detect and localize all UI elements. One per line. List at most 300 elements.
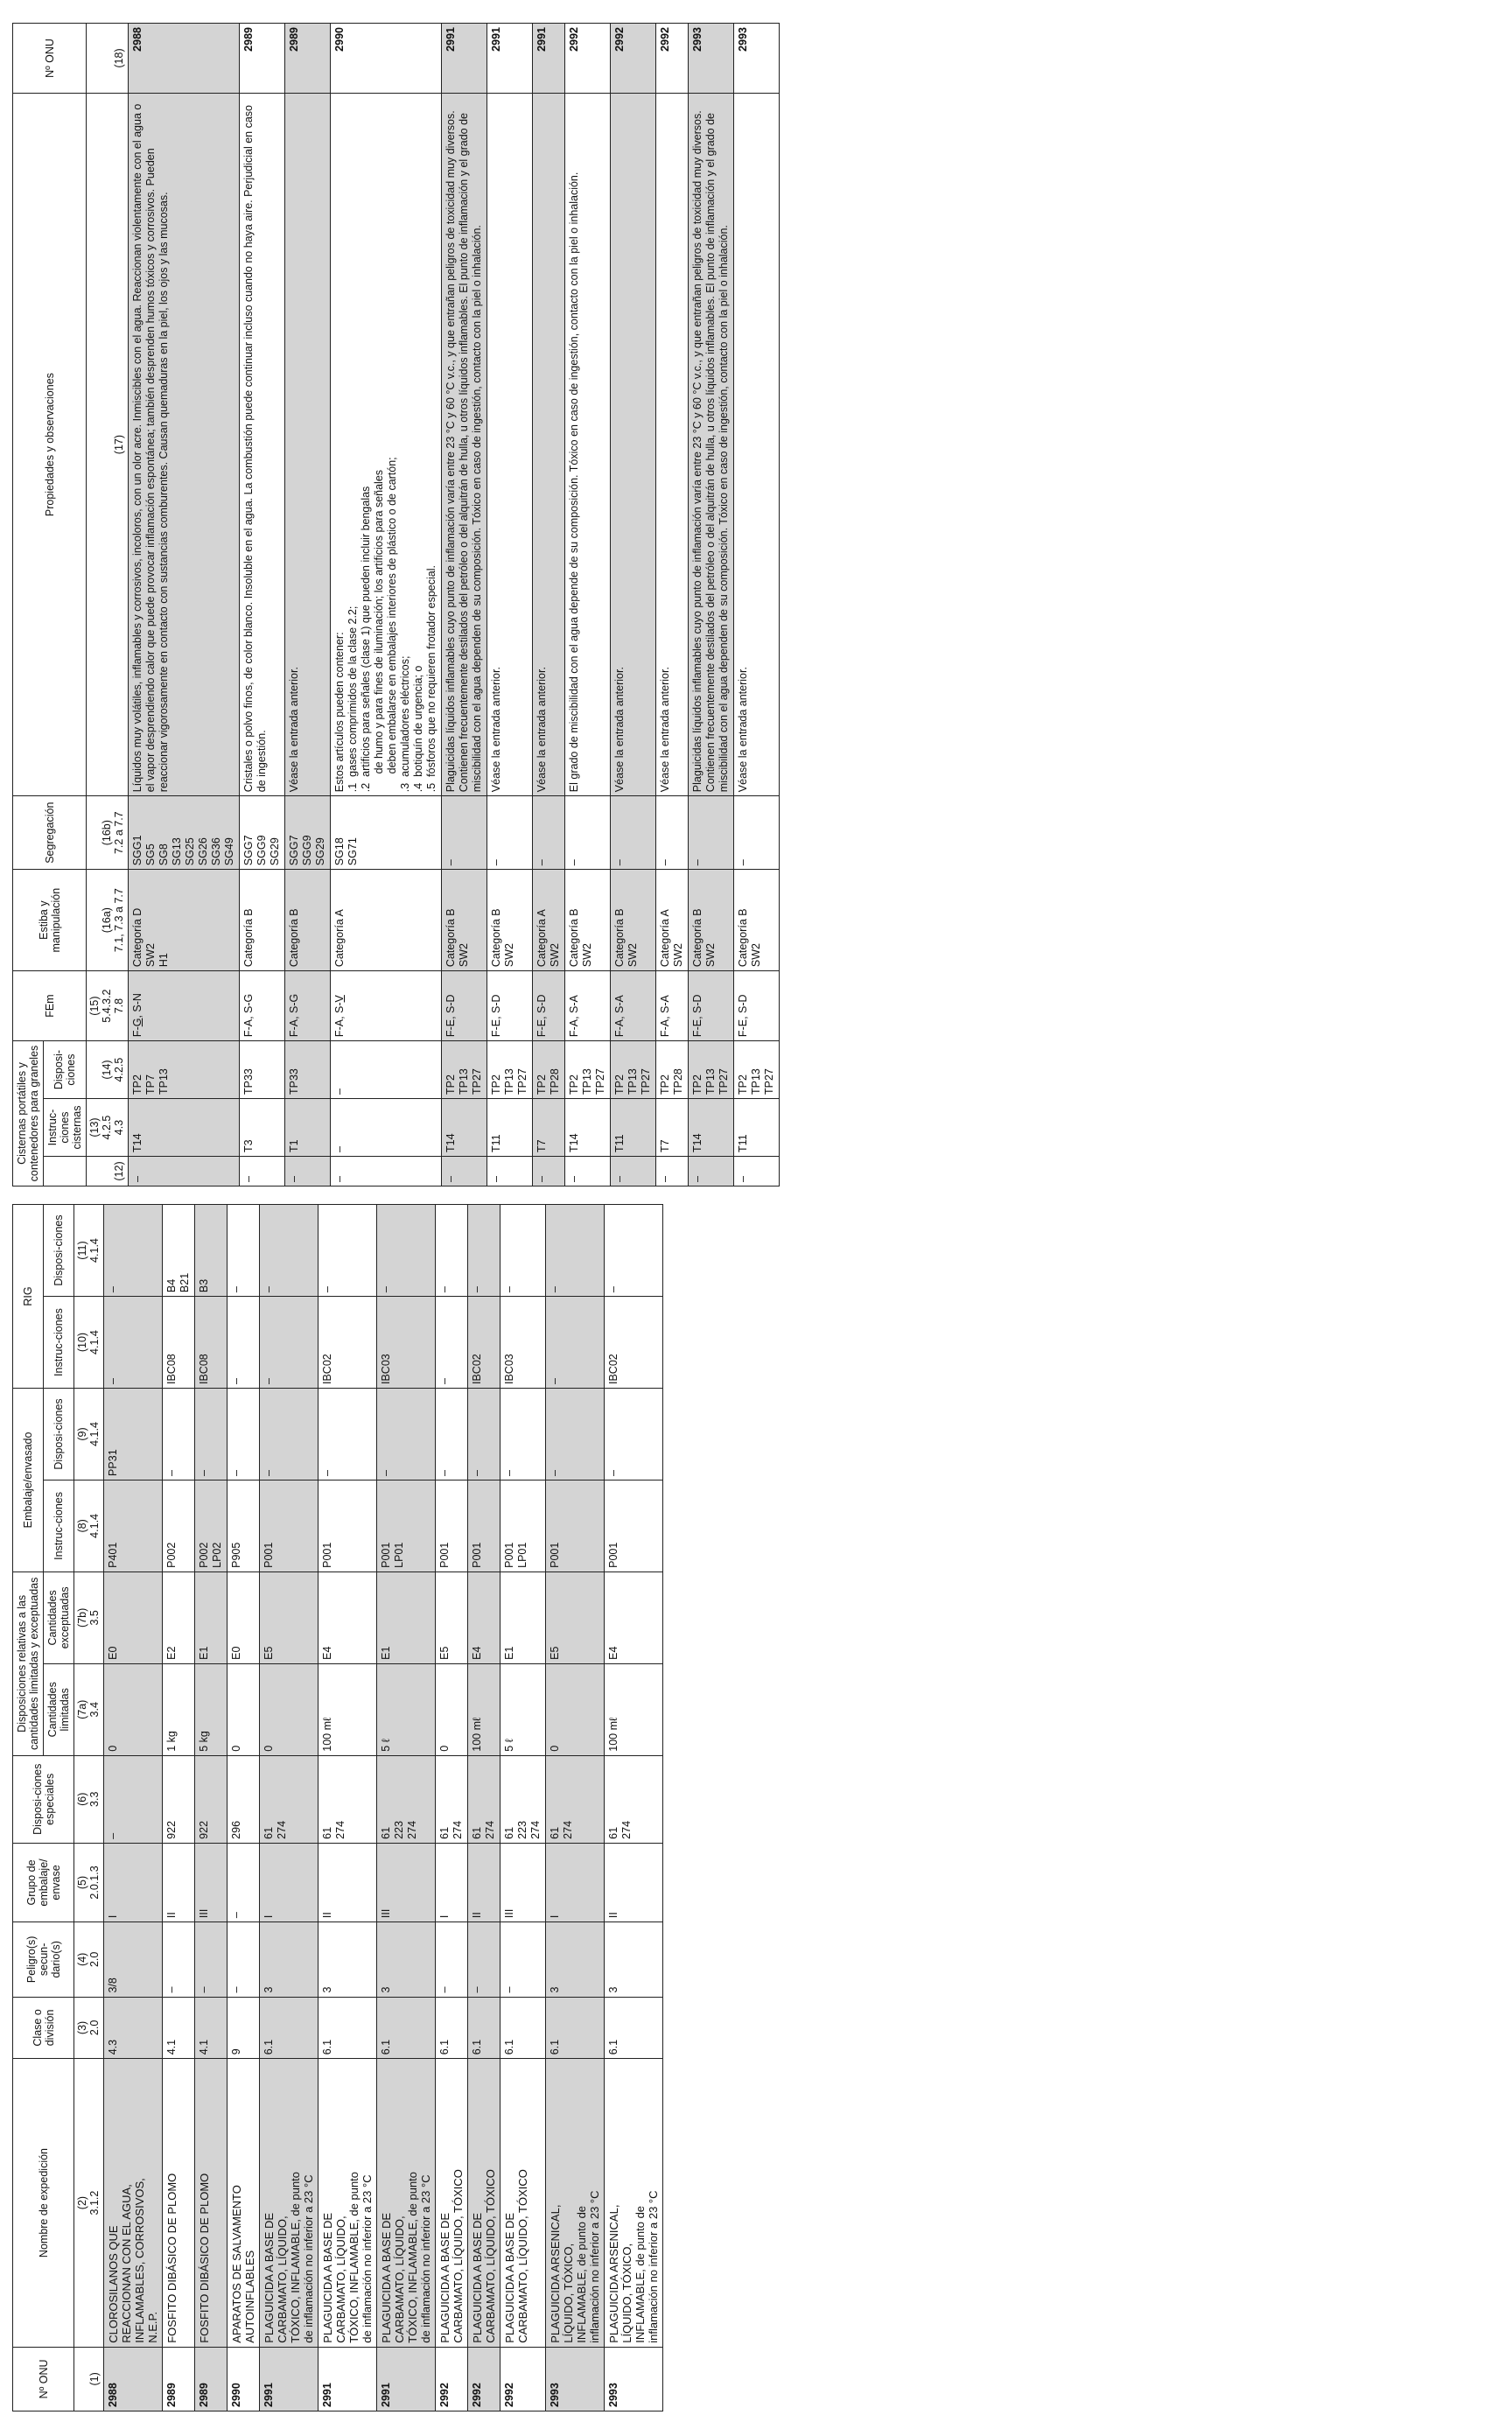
ems-cell: F-A, S-G bbox=[240, 971, 285, 1041]
colnum-13: (13) 4.2.5 4.3 bbox=[87, 1099, 129, 1157]
packing-group-cell: II bbox=[468, 1843, 500, 1922]
left-header-row-1 bbox=[13, 1205, 44, 2412]
header-ibc-group: RIG bbox=[13, 1205, 44, 1389]
colnum-15: (15) 5.4.3.2 7.8 bbox=[87, 971, 129, 1041]
header-ibc-instructions: Instruc-ciones bbox=[44, 1297, 74, 1389]
table-row bbox=[377, 1205, 436, 2412]
col12-cell: – bbox=[487, 1157, 533, 1186]
packing-provision-cell: – bbox=[318, 1389, 377, 1480]
tank-provision-cell: TP33 bbox=[240, 1041, 285, 1099]
tank-instruction-cell: T1 bbox=[285, 1099, 331, 1157]
special-provisions-cell: 922 bbox=[163, 1755, 195, 1843]
header-subsidiary-hazard: Peligro(s) secun-dario(s) bbox=[13, 1922, 74, 1997]
segregation-cell: – bbox=[565, 796, 611, 870]
ems-cell: F-E, S-D bbox=[487, 971, 533, 1041]
limited-quantity-cell: 100 mℓ bbox=[468, 1663, 500, 1755]
un-number-cell: 2993 bbox=[546, 2347, 605, 2411]
shipping-name-cell: APARATOS DE SALVAMENTO AUTOINFLABLES bbox=[228, 2059, 260, 2347]
un-number-cell: 2990 bbox=[228, 2347, 260, 2411]
limited-quantity-cell: 0 bbox=[436, 1663, 468, 1755]
colnum-2: (2) 3.1.2 bbox=[74, 2059, 104, 2347]
limited-quantity-cell: 1 kg bbox=[163, 1663, 195, 1755]
table-row bbox=[228, 1205, 260, 2412]
table-row bbox=[260, 1205, 318, 2412]
subsidiary-hazard-cell: 3 bbox=[377, 1922, 436, 1997]
un-number-cell: 2989 bbox=[163, 2347, 195, 2411]
dangerous-goods-list-left-table bbox=[12, 1204, 663, 2412]
col12-cell: – bbox=[533, 1157, 565, 1186]
class-cell: 6.1 bbox=[318, 1997, 377, 2059]
un-number-cell: 2989 bbox=[285, 24, 331, 94]
table-row bbox=[468, 1205, 500, 2412]
ems-cell: F-E, S-D bbox=[442, 971, 487, 1041]
table-row bbox=[734, 24, 780, 1186]
special-provisions-cell: 61 223 274 bbox=[500, 1755, 546, 1843]
colnum-4: (4) 2.0 bbox=[74, 1922, 104, 1997]
special-provisions-cell: 61 274 bbox=[436, 1755, 468, 1843]
un-number-cell: 2993 bbox=[734, 24, 780, 94]
segregation-cell: – bbox=[734, 796, 780, 870]
tank-provision-cell: TP2 TP13 TP27 bbox=[565, 1041, 611, 1099]
subsidiary-hazard-cell: 3 bbox=[318, 1922, 377, 1997]
tank-provision-cell: TP2 TP7 TP13 bbox=[129, 1041, 240, 1099]
properties-list-line: .5 fósforos que no requieren frotador especial. bbox=[425, 565, 438, 793]
packing-provision-cell: – bbox=[500, 1389, 546, 1480]
packing-instruction-cell: P905 bbox=[228, 1480, 260, 1572]
special-provisions-cell: 61 274 bbox=[468, 1755, 500, 1843]
ems-cell: F-E, S-D bbox=[734, 971, 780, 1041]
shipping-name-cell: PLAGUICIDA A BASE DE CARBAMATO, LÍQUIDO, TÓXICO bbox=[436, 2059, 468, 2347]
subsidiary-hazard-cell: – bbox=[195, 1922, 228, 1997]
table-row bbox=[533, 24, 565, 1186]
table-row bbox=[285, 24, 331, 1186]
colnum-6: (6) 3.3 bbox=[74, 1755, 104, 1843]
colnum-12: (12) bbox=[87, 1157, 129, 1186]
table-row bbox=[605, 1205, 663, 2412]
header-stowage-handling: Estiba y manipulación bbox=[13, 870, 87, 971]
packing-group-cell: II bbox=[605, 1843, 663, 1922]
ibc-instruction-cell: IBC02 bbox=[468, 1297, 500, 1389]
shipping-name-cell: FOSFITO DIBÁSICO DE PLOMO bbox=[163, 2059, 195, 2347]
ibc-provision-cell: – bbox=[436, 1205, 468, 1297]
un-number-cell: 2991 bbox=[377, 2347, 436, 2411]
excepted-quantity-cell: E0 bbox=[104, 1572, 163, 1663]
packing-provision-cell: – bbox=[377, 1389, 436, 1480]
table-row bbox=[104, 1205, 163, 2412]
header-special-provisions: Disposi-ciones especiales bbox=[13, 1755, 74, 1843]
packing-group-cell: III bbox=[500, 1843, 546, 1922]
colnum-14: (14) 4.2.5 bbox=[87, 1041, 129, 1099]
col12-cell: – bbox=[240, 1157, 285, 1186]
ibc-instruction-cell: IBC08 bbox=[163, 1297, 195, 1389]
dangerous-goods-list-right-table bbox=[12, 23, 780, 1186]
ibc-provision-cell: – bbox=[228, 1205, 260, 1297]
packing-provision-cell: PP31 bbox=[104, 1389, 163, 1480]
tank-instruction-cell: T3 bbox=[240, 1099, 285, 1157]
stowage-cell: Categoría B SW2 bbox=[734, 870, 780, 971]
excepted-quantity-cell: E1 bbox=[377, 1572, 436, 1663]
subsidiary-hazard-cell: – bbox=[228, 1922, 260, 1997]
stowage-cell: Categoría B SW2 bbox=[565, 870, 611, 971]
ems-cell: F-E, S-D bbox=[533, 971, 565, 1041]
stowage-cell: Categoría B SW2 bbox=[611, 870, 656, 971]
table-row bbox=[129, 24, 240, 1186]
tank-provision-cell: TP2 TP13 TP27 bbox=[487, 1041, 533, 1099]
class-cell: 6.1 bbox=[436, 1997, 468, 2059]
ems-cell: F-E, S-D bbox=[689, 971, 734, 1041]
properties-cell: Plaguicidas líquidos inflamables cuyo punto de inflamación varía entre 23 °C y 60 °C v.c., y que entrañan peligros de toxicidad muy diversos. Contienen frecuentemente destilados del petróleo o del alquitrán de hulla, u otros líquidos inflamables. El punto de inflamación y el grado de miscibilidad con el agua dependen de su composición. Tóxico en caso de ingestión, contacto con la piel o inhalación. bbox=[689, 93, 734, 795]
class-cell: 6.1 bbox=[605, 1997, 663, 2059]
tank-instruction-cell: T11 bbox=[487, 1099, 533, 1157]
col12-cell: – bbox=[689, 1157, 734, 1186]
col12-cell: – bbox=[331, 1157, 442, 1186]
shipping-name-cell: FOSFITO DIBÁSICO DE PLOMO bbox=[195, 2059, 228, 2347]
ibc-instruction-cell: – bbox=[546, 1297, 605, 1389]
segregation-cell: – bbox=[533, 796, 565, 870]
packing-instruction-cell: P001 bbox=[436, 1480, 468, 1572]
packing-provision-cell: – bbox=[228, 1389, 260, 1480]
stowage-cell: Categoría B SW2 bbox=[689, 870, 734, 971]
header-ibc-provisions: Disposi-ciones bbox=[44, 1205, 74, 1297]
subsidiary-hazard-cell: – bbox=[500, 1922, 546, 1997]
tank-provision-cell: TP2 TP13 TP27 bbox=[689, 1041, 734, 1099]
special-provisions-cell: 61 274 bbox=[605, 1755, 663, 1843]
un-number-cell: 2992 bbox=[500, 2347, 546, 2411]
tank-provision-cell: TP33 bbox=[285, 1041, 331, 1099]
properties-cell: Véase la entrada anterior. bbox=[734, 93, 780, 795]
class-cell: 4.1 bbox=[195, 1997, 228, 2059]
special-provisions-cell: 61 274 bbox=[318, 1755, 377, 1843]
col12-cell: – bbox=[442, 1157, 487, 1186]
un-number-cell: 2989 bbox=[195, 2347, 228, 2411]
ems-cell: F-A, S-A bbox=[565, 971, 611, 1041]
packing-group-cell: II bbox=[318, 1843, 377, 1922]
packing-provision-cell: – bbox=[195, 1389, 228, 1480]
subsidiary-hazard-cell: – bbox=[436, 1922, 468, 1997]
right-header-row-1 bbox=[13, 24, 44, 1186]
ibc-provision-cell: – bbox=[104, 1205, 163, 1297]
packing-instruction-cell: P001 bbox=[468, 1480, 500, 1572]
shipping-name-cell: CLOROSILANOS QUE REACCIONAN CON EL AGUA, INFLAMABLES, CORROSIVOS, N.E.P. bbox=[104, 2059, 163, 2347]
col12-cell: – bbox=[734, 1157, 780, 1186]
table-row bbox=[487, 24, 533, 1186]
header-properties: Propiedades y observaciones bbox=[13, 93, 87, 795]
packing-group-cell: – bbox=[228, 1843, 260, 1922]
header-tank-instructions: Instruc-ciones cisternas bbox=[44, 1099, 87, 1157]
excepted-quantity-cell: E5 bbox=[436, 1572, 468, 1663]
header-col12-blank bbox=[44, 1157, 87, 1186]
un-number-cell: 2988 bbox=[104, 2347, 163, 2411]
col12-cell: – bbox=[285, 1157, 331, 1186]
class-cell: 6.1 bbox=[546, 1997, 605, 2059]
ibc-provision-cell: – bbox=[500, 1205, 546, 1297]
header-limited-quantities: Cantidades limitadas bbox=[44, 1663, 74, 1755]
tank-instruction-cell: T14 bbox=[689, 1099, 734, 1157]
shipping-name-cell: PLAGUICIDA A BASE DE CARBAMATO, LÍQUIDO, TÓXICO, INFLAMABLE, de punto de inflamación no inferior a 23 °C bbox=[318, 2059, 377, 2347]
col12-cell: – bbox=[656, 1157, 689, 1186]
segregation-cell: – bbox=[611, 796, 656, 870]
shipping-name-cell: PLAGUICIDA A BASE DE CARBAMATO, LÍQUIDO, TÓXICO, INFLAMABLE, de punto de inflamación no inferior a 23 °C bbox=[260, 2059, 318, 2347]
segregation-cell: SG18 SG71 bbox=[331, 796, 442, 870]
col12-cell: – bbox=[611, 1157, 656, 1186]
tank-instruction-cell: T11 bbox=[734, 1099, 780, 1157]
ems-cell: F-A, S-A bbox=[656, 971, 689, 1041]
un-number-cell: 2989 bbox=[240, 24, 285, 94]
table-row bbox=[689, 24, 734, 1186]
class-cell: 6.1 bbox=[377, 1997, 436, 2059]
subsidiary-hazard-cell: 3 bbox=[605, 1922, 663, 1997]
un-number-cell: 2992 bbox=[611, 24, 656, 94]
colnum-17: (17) bbox=[87, 93, 129, 795]
stowage-cell: Categoría A SW2 bbox=[533, 870, 565, 971]
ibc-instruction-cell: IBC02 bbox=[318, 1297, 377, 1389]
table-row bbox=[546, 1205, 605, 2412]
un-number-cell: 2993 bbox=[689, 24, 734, 94]
packing-provision-cell: – bbox=[468, 1389, 500, 1480]
excepted-quantity-cell: E0 bbox=[228, 1572, 260, 1663]
header-un-number-right: Nº ONU bbox=[13, 24, 87, 94]
segregation-cell: – bbox=[689, 796, 734, 870]
excepted-quantity-cell: E4 bbox=[318, 1572, 377, 1663]
excepted-quantity-cell: E5 bbox=[546, 1572, 605, 1663]
tank-provision-cell: TP2 TP13 TP27 bbox=[611, 1041, 656, 1099]
packing-provision-cell: – bbox=[546, 1389, 605, 1480]
packing-group-cell: II bbox=[163, 1843, 195, 1922]
stowage-cell: Categoría A bbox=[331, 870, 442, 971]
packing-group-cell: I bbox=[104, 1843, 163, 1922]
table-row bbox=[331, 24, 442, 1186]
ibc-provision-cell: – bbox=[605, 1205, 663, 1297]
table-row bbox=[442, 24, 487, 1186]
tank-instruction-cell: T7 bbox=[533, 1099, 565, 1157]
stowage-cell: Categoría A SW2 bbox=[656, 870, 689, 971]
un-number-cell: 2988 bbox=[129, 24, 240, 94]
special-provisions-cell: 61 274 bbox=[260, 1755, 318, 1843]
tank-instruction-cell: T14 bbox=[565, 1099, 611, 1157]
properties-cell: Véase la entrada anterior. bbox=[487, 93, 533, 795]
header-tank-provisions: Disposi-ciones bbox=[44, 1041, 87, 1099]
shipping-name-cell: PLAGUICIDA A BASE DE CARBAMATO, LÍQUIDO, TÓXICO, INFLAMABLE, de punto de inflamación no inferior a 23 °C bbox=[377, 2059, 436, 2347]
limited-quantity-cell: 0 bbox=[228, 1663, 260, 1755]
ibc-instruction-cell: IBC02 bbox=[605, 1297, 663, 1389]
colnum-10: (10) 4.1.4 bbox=[74, 1297, 104, 1389]
table-row bbox=[500, 1205, 546, 2412]
packing-instruction-cell: P001 bbox=[260, 1480, 318, 1572]
ibc-provision-cell: – bbox=[260, 1205, 318, 1297]
properties-list-line: .4 botiquín de urgencia; o bbox=[412, 665, 424, 793]
header-packaging-group: Embalaje/envasado bbox=[13, 1389, 44, 1572]
table-row bbox=[195, 1205, 228, 2412]
colnum-5: (5) 2.0.1.3 bbox=[74, 1843, 104, 1922]
ibc-provision-cell: B4 B21 bbox=[163, 1205, 195, 1297]
properties-cell: Cristales o polvo finos, de color blanco. Insoluble en el agua. La combustión puede continuar incluso cuando no haya aire. Perjudicial en caso de ingestión. bbox=[240, 93, 285, 795]
ibc-instruction-cell: – bbox=[260, 1297, 318, 1389]
ibc-instruction-cell: IBC03 bbox=[377, 1297, 436, 1389]
limited-quantity-cell: 0 bbox=[546, 1663, 605, 1755]
properties-cell: Plaguicidas líquidos inflamables cuyo punto de inflamación varía entre 23 °C y 60 °C v.c., y que entrañan peligros de toxicidad muy diversos. Contienen frecuentemente destilados del petróleo o del alquitrán de hulla, u otros líquidos inflamables. El punto de inflamación y el grado de miscibilidad con el agua dependen de su composición. Tóxico en caso de ingestión, contacto con la piel o inhalación. bbox=[442, 93, 487, 795]
colnum-3: (3) 2.0 bbox=[74, 1997, 104, 2059]
limited-quantity-cell: 100 mℓ bbox=[318, 1663, 377, 1755]
class-cell: 9 bbox=[228, 1997, 260, 2059]
segregation-cell: – bbox=[656, 796, 689, 870]
excepted-quantity-cell: E1 bbox=[195, 1572, 228, 1663]
header-shipping-name: Nombre de expedición bbox=[13, 2059, 74, 2347]
properties-list-line: deben embalarse en embalajes interiores de plástico o de cartón; bbox=[386, 457, 398, 793]
packing-instruction-cell: P401 bbox=[104, 1480, 163, 1572]
colnum-1: (1) bbox=[74, 2347, 104, 2411]
colnum-7b: (7b) 3.5 bbox=[74, 1572, 104, 1663]
tank-provision-cell: TP2 TP13 TP27 bbox=[734, 1041, 780, 1099]
excepted-quantity-cell: E4 bbox=[468, 1572, 500, 1663]
table-row bbox=[611, 24, 656, 1186]
un-number-cell: 2993 bbox=[605, 2347, 663, 2411]
tank-instruction-cell: T14 bbox=[129, 1099, 240, 1157]
properties-list-line: Estos artículos pueden contener: bbox=[333, 632, 346, 793]
tank-provision-cell: TP2 TP28 bbox=[656, 1041, 689, 1099]
table-row bbox=[240, 24, 285, 1186]
table-row bbox=[565, 24, 611, 1186]
header-packing-provisions: Disposi-ciones bbox=[44, 1389, 74, 1480]
class-cell: 6.1 bbox=[260, 1997, 318, 2059]
subsidiary-hazard-cell: 3 bbox=[546, 1922, 605, 1997]
tank-instruction-cell: T7 bbox=[656, 1099, 689, 1157]
limited-quantity-cell: 5 kg bbox=[195, 1663, 228, 1755]
col12-cell: – bbox=[565, 1157, 611, 1186]
packing-group-cell: I bbox=[546, 1843, 605, 1922]
ibc-instruction-cell: IBC08 bbox=[195, 1297, 228, 1389]
header-packing-instructions: Instruc-ciones bbox=[44, 1480, 74, 1572]
packing-instruction-cell: P001 LP01 bbox=[500, 1480, 546, 1572]
header-class: Clase o división bbox=[13, 1997, 74, 2059]
stowage-cell: Categoría B SW2 bbox=[442, 870, 487, 971]
stowage-cell: Categoría B bbox=[285, 870, 331, 971]
header-ems: FEm bbox=[13, 971, 87, 1041]
ems-cell: F-G, S-N bbox=[129, 971, 240, 1041]
ems-cell: F-A, S-A bbox=[611, 971, 656, 1041]
un-number-cell: 2992 bbox=[436, 2347, 468, 2411]
packing-provision-cell: – bbox=[260, 1389, 318, 1480]
ems-cell: F-A, S-G bbox=[285, 971, 331, 1041]
tank-instruction-cell: T14 bbox=[442, 1099, 487, 1157]
un-number-cell: 2991 bbox=[260, 2347, 318, 2411]
packing-group-cell: III bbox=[377, 1843, 436, 1922]
properties-cell: Véase la entrada anterior. bbox=[611, 93, 656, 795]
colnum-8: (8) 4.1.4 bbox=[74, 1480, 104, 1572]
ibc-provision-cell: – bbox=[546, 1205, 605, 1297]
shipping-name-cell: PLAGUICIDA ARSENICAL, LÍQUIDO, TÓXICO, INFLAMABLE, de punto de inflamación no inferior a 23 °C bbox=[546, 2059, 605, 2347]
stowage-cell: Categoría B SW2 bbox=[487, 870, 533, 971]
packing-instruction-cell: P002 bbox=[163, 1480, 195, 1572]
limited-quantity-cell: 5 ℓ bbox=[377, 1663, 436, 1755]
colnum-16a: (16a) 7.1, 7.3 a 7.7 bbox=[87, 870, 129, 971]
header-excepted-quantities: Cantidades exceptuadas bbox=[44, 1572, 74, 1663]
un-number-cell: 2991 bbox=[318, 2347, 377, 2411]
colnum-18: (18) bbox=[87, 24, 129, 94]
tank-instruction-cell: T11 bbox=[611, 1099, 656, 1157]
packing-group-cell: III bbox=[195, 1843, 228, 1922]
special-provisions-cell: 61 223 274 bbox=[377, 1755, 436, 1843]
properties-list-line: .1 gases comprimidos de la clase 2.2; bbox=[346, 606, 359, 793]
properties-list-line: .2 artificios para señales (clase 1) que pueden incluir bengalas bbox=[360, 486, 372, 793]
ibc-instruction-cell: IBC03 bbox=[500, 1297, 546, 1389]
packing-provision-cell: – bbox=[605, 1389, 663, 1480]
ibc-instruction-cell: – bbox=[104, 1297, 163, 1389]
packing-instruction-cell: P001 LP01 bbox=[377, 1480, 436, 1572]
properties-list-line: de humo y para fines de iluminación; los artificios para señales bbox=[373, 469, 385, 793]
un-number-cell: 2990 bbox=[331, 24, 442, 94]
tank-provision-cell: TP2 TP28 bbox=[533, 1041, 565, 1099]
special-provisions-cell: 922 bbox=[195, 1755, 228, 1843]
header-segregation: Segregación bbox=[13, 796, 87, 870]
limited-quantity-cell: 100 mℓ bbox=[605, 1663, 663, 1755]
excepted-quantity-cell: E5 bbox=[260, 1572, 318, 1663]
shipping-name-cell: PLAGUICIDA ARSENICAL, LÍQUIDO, TÓXICO, INFLAMABLE, de punto de inflamación no inferior a 23 °C bbox=[605, 2059, 663, 2347]
class-cell: 4.1 bbox=[163, 1997, 195, 2059]
special-provisions-cell: 296 bbox=[228, 1755, 260, 1843]
class-cell: 4.3 bbox=[104, 1997, 163, 2059]
ibc-instruction-cell: – bbox=[228, 1297, 260, 1389]
packing-group-cell: I bbox=[260, 1843, 318, 1922]
class-cell: 6.1 bbox=[468, 1997, 500, 2059]
properties-cell: Véase la entrada anterior. bbox=[656, 93, 689, 795]
ibc-instruction-cell: – bbox=[436, 1297, 468, 1389]
properties-cell bbox=[331, 93, 442, 795]
left-column-numbers-row bbox=[74, 1205, 104, 2412]
special-provisions-cell: – bbox=[104, 1755, 163, 1843]
table-row bbox=[318, 1205, 377, 2412]
excepted-quantity-cell: E2 bbox=[163, 1572, 195, 1663]
un-number-cell: 2991 bbox=[533, 24, 565, 94]
table-row bbox=[656, 24, 689, 1186]
colnum-11: (11) 4.1.4 bbox=[74, 1205, 104, 1297]
ibc-provision-cell: – bbox=[468, 1205, 500, 1297]
tank-provision-cell: TP2 TP13 TP27 bbox=[442, 1041, 487, 1099]
colnum-16b: (16b) 7.2 a 7.7 bbox=[87, 796, 129, 870]
properties-list-line: .3 acumuladores eléctricos; bbox=[399, 655, 411, 793]
col12-cell: – bbox=[129, 1157, 240, 1186]
header-limited-excepted-group: Disposiciones relativas a las cantidades limitadas y exceptuadas bbox=[13, 1572, 44, 1755]
limited-quantity-cell: 0 bbox=[104, 1663, 163, 1755]
packing-group-cell: I bbox=[436, 1843, 468, 1922]
properties-cell: Véase la entrada anterior. bbox=[533, 93, 565, 795]
properties-cell: Líquidos muy volátiles, inflamables y corrosivos, incoloros, con un olor acre. Inmiscibles con el agua. Reaccionan violentamente con el agua o el vapor desprendiendo calor que puede provocar inflamación espontánea; también desprenden humos tóxicos y corrosivos. Pueden reaccionar vigorosamente en contacto con sustancias comburentes. Causan quemaduras en la piel, los ojos y las mucosas. bbox=[129, 93, 240, 795]
class-cell: 6.1 bbox=[500, 1997, 546, 2059]
subsidiary-hazard-cell: – bbox=[468, 1922, 500, 1997]
subsidiary-hazard-cell: 3 bbox=[260, 1922, 318, 1997]
right-column-numbers-row bbox=[87, 24, 129, 1186]
stowage-cell: Categoría D SW2 H1 bbox=[129, 870, 240, 971]
tank-provision-cell: – bbox=[331, 1041, 442, 1099]
packing-instruction-cell: P001 bbox=[546, 1480, 605, 1572]
segregation-cell: SGG1 SG5 SG8 SG13 SG25 SG26 SG36 SG49 bbox=[129, 796, 240, 870]
header-un-number: Nº ONU bbox=[13, 2347, 74, 2411]
segregation-cell: SGG7 SGG9 SG29 bbox=[240, 796, 285, 870]
excepted-quantity-cell: E1 bbox=[500, 1572, 546, 1663]
segregation-cell: – bbox=[487, 796, 533, 870]
special-provisions-cell: 61 274 bbox=[546, 1755, 605, 1843]
un-number-cell: 2991 bbox=[442, 24, 487, 94]
segregation-cell: SGG7 SGG9 SG29 bbox=[285, 796, 331, 870]
ems-cell: F-A, S-V bbox=[331, 971, 442, 1041]
colnum-7a: (7a) 3.4 bbox=[74, 1663, 104, 1755]
tank-instruction-cell: – bbox=[331, 1099, 442, 1157]
un-number-cell: 2992 bbox=[468, 2347, 500, 2411]
ibc-provision-cell: B3 bbox=[195, 1205, 228, 1297]
stowage-cell: Categoría B bbox=[240, 870, 285, 971]
packing-provision-cell: – bbox=[436, 1389, 468, 1480]
un-number-cell: 2992 bbox=[656, 24, 689, 94]
colnum-9: (9) 4.1.4 bbox=[74, 1389, 104, 1480]
